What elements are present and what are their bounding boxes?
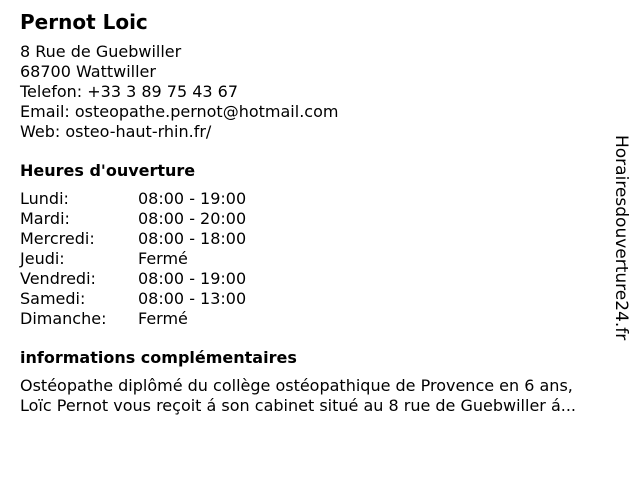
city-postcode: 68700 Wattwiller bbox=[20, 62, 156, 81]
day-label: Vendredi: bbox=[20, 269, 96, 288]
hours-row-monday bbox=[20, 189, 620, 209]
day-label: Samedi: bbox=[20, 289, 86, 308]
opening-hours-heading: Heures d'ouverture bbox=[20, 161, 196, 180]
day-hours: Fermé bbox=[138, 249, 188, 268]
email-line: Email: osteopathe.pernot@hotmail.com bbox=[20, 102, 339, 121]
day-hours: 08:00 - 20:00 bbox=[138, 209, 247, 228]
info-line-2: Loïc Pernot vous reçoit á son cabinet situé au 8 rue de Guebwiller á... bbox=[20, 396, 577, 415]
additional-info-text bbox=[20, 376, 620, 416]
hours-row-saturday bbox=[20, 289, 620, 309]
business-card bbox=[20, 8, 620, 416]
day-label: Lundi: bbox=[20, 189, 69, 208]
street-address: 8 Rue de Guebwiller bbox=[20, 42, 182, 61]
day-label: Jeudi: bbox=[20, 249, 65, 268]
day-label: Mercredi: bbox=[20, 229, 95, 248]
hours-row-tuesday bbox=[20, 209, 620, 229]
additional-info-heading: informations complémentaires bbox=[20, 348, 297, 367]
address-block bbox=[20, 42, 620, 142]
hours-row-thursday bbox=[20, 249, 620, 269]
day-hours: 08:00 - 18:00 bbox=[138, 229, 247, 248]
day-hours: 08:00 - 13:00 bbox=[138, 289, 247, 308]
phone-line: Telefon: +33 3 89 75 43 67 bbox=[20, 82, 239, 101]
opening-hours-table bbox=[20, 189, 620, 329]
hours-row-friday bbox=[20, 269, 620, 289]
day-hours: 08:00 - 19:00 bbox=[138, 189, 247, 208]
web-line: Web: osteo-haut-rhin.fr/ bbox=[20, 122, 212, 141]
day-hours: 08:00 - 19:00 bbox=[138, 269, 247, 288]
business-name: Pernot Loic bbox=[20, 10, 148, 34]
hours-row-sunday bbox=[20, 309, 620, 329]
day-label: Dimanche: bbox=[20, 309, 107, 328]
site-watermark: Horairesdouverture24.fr bbox=[611, 135, 631, 341]
hours-row-wednesday bbox=[20, 229, 620, 249]
info-line-1: Ostéopathe diplômé du collège ostéopathique de Provence en 6 ans, bbox=[20, 376, 573, 395]
day-label: Mardi: bbox=[20, 209, 70, 228]
day-hours: Fermé bbox=[138, 309, 188, 328]
